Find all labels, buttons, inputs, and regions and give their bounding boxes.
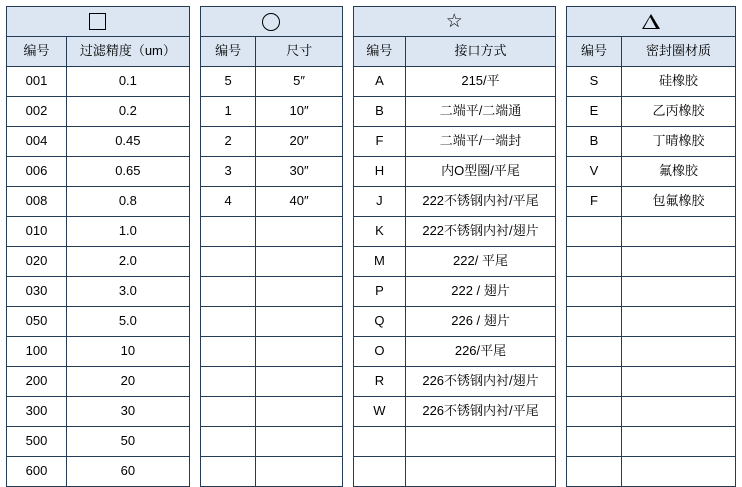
cell-code: 4 [200, 187, 256, 217]
table-row [566, 337, 735, 367]
cell-code: 3 [200, 157, 256, 187]
filter-rating-table-block [6, 6, 190, 487]
cell-value [622, 277, 736, 307]
table-row [353, 157, 555, 187]
cell-value: 0.2 [66, 97, 189, 127]
table-row [566, 247, 735, 277]
cell-value: 226 / 翅片 [406, 307, 556, 337]
table-row [566, 97, 735, 127]
cell-code [200, 427, 256, 457]
cell-value: 丁晴橡胶 [622, 127, 736, 157]
cell-value [622, 397, 736, 427]
cell-code: 020 [7, 247, 67, 277]
table-row [200, 157, 342, 187]
header-row [7, 37, 190, 67]
table-row [7, 367, 190, 397]
cell-code: K [353, 217, 405, 247]
cell-value [622, 457, 736, 487]
column-header-value: 尺寸 [256, 37, 342, 67]
cell-value: 0.8 [66, 187, 189, 217]
cell-code [200, 457, 256, 487]
cell-code [566, 427, 621, 457]
cell-value: 222不锈钢内衬/翅片 [406, 217, 556, 247]
table-row [566, 457, 735, 487]
table-row [353, 247, 555, 277]
cell-value: 内O型圈/平尾 [406, 157, 556, 187]
table-row [7, 457, 190, 487]
cell-value [256, 367, 342, 397]
table-row [200, 217, 342, 247]
column-header-code: 编号 [7, 37, 67, 67]
cell-value [256, 337, 342, 367]
cell-value: 226/平尾 [406, 337, 556, 367]
cell-code: M [353, 247, 405, 277]
cell-code [200, 307, 256, 337]
cell-value: 1.0 [66, 217, 189, 247]
table-row [566, 157, 735, 187]
table-row [566, 187, 735, 217]
table-row [7, 337, 190, 367]
table-row [353, 397, 555, 427]
connection-type-table-block [353, 6, 556, 487]
size-table [200, 6, 343, 487]
cell-value: 3.0 [66, 277, 189, 307]
table-row [7, 217, 190, 247]
cell-code: H [353, 157, 405, 187]
table-row [566, 217, 735, 247]
cell-code: 2 [200, 127, 256, 157]
column-header-value: 过滤精度（um） [66, 37, 189, 67]
cell-value [622, 217, 736, 247]
header-row [353, 37, 555, 67]
symbol-row [353, 7, 555, 37]
cell-code: J [353, 187, 405, 217]
cell-value [256, 457, 342, 487]
table-row [200, 127, 342, 157]
table-row [200, 307, 342, 337]
cell-value: 222不锈钢内衬/平尾 [406, 187, 556, 217]
table-row [200, 427, 342, 457]
cell-code [566, 217, 621, 247]
cell-value [622, 367, 736, 397]
cell-code: 050 [7, 307, 67, 337]
cell-code [566, 337, 621, 367]
table-row [566, 127, 735, 157]
table-row [353, 367, 555, 397]
seal-material-table [566, 6, 736, 487]
table-row [7, 157, 190, 187]
symbol-row [566, 7, 735, 37]
star-symbol: ☆ [353, 7, 555, 37]
cell-code [566, 247, 621, 277]
cell-code: P [353, 277, 405, 307]
column-header-code: 编号 [566, 37, 621, 67]
cell-code: Q [353, 307, 405, 337]
table-row [7, 97, 190, 127]
table-row [200, 337, 342, 367]
cell-code [566, 277, 621, 307]
cell-value [256, 427, 342, 457]
table-row [7, 307, 190, 337]
cell-code [566, 397, 621, 427]
cell-value: 0.65 [66, 157, 189, 187]
cell-value: 0.45 [66, 127, 189, 157]
cell-value [622, 247, 736, 277]
cell-code [200, 337, 256, 367]
cell-value [256, 217, 342, 247]
cell-code [200, 397, 256, 427]
table-row [200, 367, 342, 397]
cell-value [622, 307, 736, 337]
cell-value: 50 [66, 427, 189, 457]
symbol-row [200, 7, 342, 37]
cell-code: 500 [7, 427, 67, 457]
cell-value: 10 [66, 337, 189, 367]
cell-code: W [353, 397, 405, 427]
cell-value [622, 337, 736, 367]
table-row [7, 67, 190, 97]
cell-code: 008 [7, 187, 67, 217]
cell-value: 222 / 翅片 [406, 277, 556, 307]
cell-value [256, 247, 342, 277]
cell-code: 300 [7, 397, 67, 427]
table-row [7, 427, 190, 457]
table-row [200, 277, 342, 307]
cell-value [406, 427, 556, 457]
table-row [353, 187, 555, 217]
cell-value: 226不锈钢内衬/翅片 [406, 367, 556, 397]
table-row [353, 97, 555, 127]
circle-symbol [200, 7, 342, 37]
cell-value [256, 397, 342, 427]
table-row [566, 307, 735, 337]
cell-value: 30″ [256, 157, 342, 187]
table-row [200, 397, 342, 427]
cell-code [353, 427, 405, 457]
cell-value: 乙丙橡胶 [622, 97, 736, 127]
cell-value: 硅橡胶 [622, 67, 736, 97]
header-row [566, 37, 735, 67]
table-row [566, 427, 735, 457]
cell-value: 5″ [256, 67, 342, 97]
cell-value [256, 277, 342, 307]
cell-code: 600 [7, 457, 67, 487]
cell-code: 200 [7, 367, 67, 397]
cell-value [622, 427, 736, 457]
table-row [200, 67, 342, 97]
cell-code: R [353, 367, 405, 397]
column-header-code: 编号 [200, 37, 256, 67]
header-row [200, 37, 342, 67]
seal-material-table-block [566, 6, 736, 487]
cell-code: F [353, 127, 405, 157]
table-row [7, 277, 190, 307]
cell-value: 氟橡胶 [622, 157, 736, 187]
cell-code: 006 [7, 157, 67, 187]
table-row [353, 337, 555, 367]
cell-code: 5 [200, 67, 256, 97]
cell-code: O [353, 337, 405, 367]
cell-code: B [566, 127, 621, 157]
table-row [353, 67, 555, 97]
cell-value: 222/ 平尾 [406, 247, 556, 277]
table-row [353, 217, 555, 247]
column-header-value: 接口方式 [406, 37, 556, 67]
cell-code: 100 [7, 337, 67, 367]
cell-code [566, 307, 621, 337]
table-row [353, 127, 555, 157]
cell-code [200, 367, 256, 397]
table-row [200, 457, 342, 487]
cell-code: 1 [200, 97, 256, 127]
cell-value [406, 457, 556, 487]
table-row [353, 277, 555, 307]
cell-value [256, 307, 342, 337]
cell-value: 10″ [256, 97, 342, 127]
cell-value: 二端平/一端封 [406, 127, 556, 157]
cell-value: 215/平 [406, 67, 556, 97]
filter-rating-table [6, 6, 190, 487]
cell-value: 226不锈钢内衬/平尾 [406, 397, 556, 427]
symbol-row [7, 7, 190, 37]
cell-code: 001 [7, 67, 67, 97]
cell-value: 包氟橡胶 [622, 187, 736, 217]
cell-code [200, 277, 256, 307]
cell-code: V [566, 157, 621, 187]
column-header-value: 密封圈材质 [622, 37, 736, 67]
column-header-code: 编号 [353, 37, 405, 67]
cell-value: 2.0 [66, 247, 189, 277]
cell-code: S [566, 67, 621, 97]
table-row [566, 277, 735, 307]
table-row [200, 97, 342, 127]
cell-code: 030 [7, 277, 67, 307]
table-row [7, 397, 190, 427]
table-row [353, 457, 555, 487]
cell-value: 30 [66, 397, 189, 427]
table-row [200, 187, 342, 217]
cell-code: 010 [7, 217, 67, 247]
cell-value: 0.1 [66, 67, 189, 97]
cell-value: 5.0 [66, 307, 189, 337]
table-row [7, 127, 190, 157]
cell-code: E [566, 97, 621, 127]
cell-code [200, 217, 256, 247]
table-row [566, 397, 735, 427]
cell-code: 004 [7, 127, 67, 157]
cell-code: 002 [7, 97, 67, 127]
table-row [7, 187, 190, 217]
cell-value: 60 [66, 457, 189, 487]
cell-code [566, 457, 621, 487]
cell-code: A [353, 67, 405, 97]
table-row [566, 67, 735, 97]
table-row [200, 247, 342, 277]
cell-value: 20 [66, 367, 189, 397]
triangle-symbol [566, 7, 735, 37]
cell-value: 40″ [256, 187, 342, 217]
cell-code [353, 457, 405, 487]
table-row [7, 247, 190, 277]
size-table-block [200, 6, 343, 487]
connection-type-table [353, 6, 556, 487]
table-row [353, 427, 555, 457]
square-symbol [7, 7, 190, 37]
cell-code: B [353, 97, 405, 127]
cell-value: 20″ [256, 127, 342, 157]
cell-value: 二端平/二端通 [406, 97, 556, 127]
table-row [566, 367, 735, 397]
cell-code: F [566, 187, 621, 217]
cell-code [566, 367, 621, 397]
cell-code [200, 247, 256, 277]
table-row [353, 307, 555, 337]
